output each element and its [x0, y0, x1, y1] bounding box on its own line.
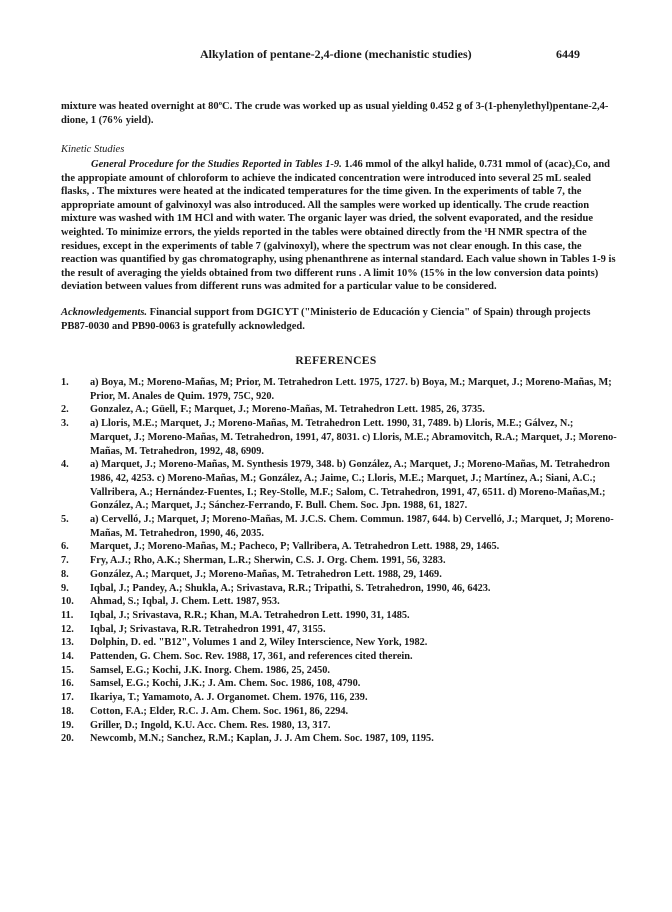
reference-item	[61, 568, 617, 582]
reference-text: Samsel, E.G.; Kochi, J.K.; J. Am. Chem. Soc. 1986, 108, 4790.	[90, 678, 361, 690]
reference-text: Pattenden, G. Chem. Soc. Rev. 1988, 17, 361, and references cited therein.	[90, 651, 413, 663]
reference-number: 4.	[61, 459, 69, 471]
reference-text: a) Cervelló, J.; Marquet, J; Moreno-Mañas, M. J.C.S. Chem. Commun. 1987, 644. b) Cervelló, J.; Marquet, J; Moreno-Mañas, M. Tetrahedron, 1990, 46, 2035.	[90, 514, 614, 539]
reference-text: Gonzalez, A.; Güell, F.; Marquet, J.; Moreno-Mañas, M. Tetrahedron Lett. 1985, 26, 3735.	[90, 404, 485, 416]
acknowledgements-label: Acknowledgements.	[61, 307, 148, 318]
intro-paragraph-block	[61, 100, 617, 127]
reference-text: a) Marquet, J.; Moreno-Mañas, M. Synthesis 1979, 348. b) González, A.; Marquet, J.; Moreno-Mañas, M. Tetrahedron 1986, 42, 4253. c) Moreno-Mañas, M.; González, A.; Jaime, C.; Lloris, M.E.; Marquet, J.; Martínez, A.; Siani, A.C.; Vallribera, A.; Hernández-Fuentes, I.; Rey-Stolle, M.F.; Salom, C. Tetrahedron, 1991, 47, 6511. d) Moreno-Mañas,M.; González, A.; Marquet, J.; Sánchez-Ferrando, F. Bull. Chem. Soc. Jpn. 1988, 61, 1827.	[90, 459, 610, 512]
kinetic-text: 1.46 mmol of the alkyl halide, 0.731 mmol of (acac)₂Co, and the appropiate amount of chloroform to achieve the indicated concentration were introduced into several 25 mL sealed flasks, . The mixtures were heated at the indicated temperatures for the time given. In the experiments of table 7, the appropriate amount of galvinoxyl was also introduced. All the samples were worked up identically. The crude reaction mixture was washed with 1M HCl and with water. The organic layer was dried, the solvent evaporated, and the residue weighted. To minimize errors, the yields reported in the tables were obtained directly from the ¹H NMR spectra of the residues, except in the experiments of table 7 (galvinoxyl), where the spectrum was not clear enough. In this case, the reaction was quantified by gas chromatography, using phenanthrene as internal standard. Each value shown in Tables 1-9 is the result of averaging the yields obtained from two different runs . A limit 10% (15% in the low conversion data points) deviation between values from different runs was admited for a particular value to be considered.	[61, 159, 616, 293]
reference-number: 2.	[61, 404, 69, 416]
reference-item	[61, 554, 617, 568]
reference-item	[61, 705, 617, 719]
reference-item	[61, 719, 617, 733]
reference-number: 20.	[61, 733, 74, 745]
reference-item	[61, 650, 617, 664]
reference-item	[61, 376, 617, 403]
acknowledgements-text: Financial support from DGICYT ("Ministerio de Educación y Ciencia" of Spain) through projects PB87-0030 and PB90-0063 is gratefully acknowledged.	[61, 307, 591, 332]
reference-text: Ahmad, S.; Iqbal, J. Chem. Lett. 1987, 953.	[90, 596, 280, 608]
reference-text: Marquet, J.; Moreno-Mañas, M.; Pacheco, P; Vallribera, A. Tetrahedron Lett. 1988, 29, 1465.	[90, 541, 500, 553]
reference-item	[61, 403, 617, 417]
reference-number: 5.	[61, 514, 69, 526]
page-header	[0, 47, 672, 63]
acknowledgements-paragraph	[61, 306, 617, 333]
reference-text: Iqbal, J; Srivastava, R.R. Tetrahedron 1991, 47, 3155.	[90, 623, 326, 635]
running-title: Alkylation of pentane-2,4-dione (mechanistic studies)	[200, 47, 472, 61]
kinetic-lead: General Procedure for the Studies Reported in Tables 1-9.	[91, 159, 342, 170]
reference-text: Ikariya, T.; Yamamoto, A. J. Organomet. Chem. 1976, 116, 239.	[90, 692, 368, 704]
reference-text: a) Boya, M.; Moreno-Mañas, M; Prior, M. Tetrahedron Lett. 1975, 1727. b) Boya, M.; Marquet, J.; Moreno-Mañas, M; Prior, M. Anales de Quim. 1979, 75C, 920.	[90, 377, 612, 402]
reference-number: 10.	[61, 596, 74, 608]
reference-item	[61, 609, 617, 623]
reference-text: Samsel, E.G.; Kochi, J.K. Inorg. Chem. 1986, 25, 2450.	[90, 664, 330, 676]
reference-item	[61, 458, 617, 513]
reference-number: 14.	[61, 651, 74, 663]
reference-text: Griller, D.; Ingold, K.U. Acc. Chem. Res. 1980, 13, 317.	[90, 719, 331, 731]
kinetic-studies-block	[61, 158, 617, 294]
reference-text: Dolphin, D. ed. "B12", Volumes 1 and 2, Wiley Interscience, New York, 1982.	[90, 637, 428, 649]
reference-item	[61, 623, 617, 637]
reference-item	[61, 595, 617, 609]
reference-item	[61, 513, 617, 540]
reference-number: 12.	[61, 623, 74, 635]
reference-text: González, A.; Marquet, J.; Moreno-Mañas, M. Tetrahedron Lett. 1988, 29, 1469.	[90, 568, 442, 580]
reference-number: 1.	[61, 377, 69, 388]
reference-item	[61, 677, 617, 691]
reference-item	[61, 636, 617, 650]
reference-item	[61, 582, 617, 596]
reference-text: Iqbal, J.; Pandey, A.; Shukla, A.; Srivastava, R.R.; Tripathi, S. Tetrahedron, 1990, 46, 6423.	[90, 582, 491, 594]
reference-number: 11.	[61, 609, 74, 621]
reference-number: 7.	[61, 555, 69, 567]
kinetic-studies-heading: Kinetic Studies	[61, 144, 125, 155]
reference-number: 16.	[61, 678, 74, 690]
reference-text: Newcomb, M.N.; Sanchez, R.M.; Kaplan, J. J. Am Chem. Soc. 1987, 109, 1195.	[90, 733, 434, 745]
intro-paragraph: mixture was heated overnight at 80ºC. The crude was worked up as usual yielding 0.452 g of 3-(1-phenylethyl)pentane-2,4-dione, 1 (76% yield).	[61, 101, 609, 126]
acknowledgements-block	[61, 306, 617, 333]
reference-text: Fry, A.J.; Rho, A.K.; Sherman, L.R.; Sherwin, C.S. J. Org. Chem. 1991, 56, 3283.	[90, 555, 446, 567]
reference-item	[61, 664, 617, 678]
reference-number: 8.	[61, 568, 69, 580]
reference-text: a) Lloris, M.E.; Marquet, J.; Moreno-Mañas, M. Tetrahedron Lett. 1990, 31, 7489. b) Lloris, M.E.; Gálvez, N.; Marquet, J.; Moreno-Mañas, M. Tetrahedron, 1991, 47, 8031. c) Lloris, M.E.; Abramovitch, R.A.; Marquet, J.; Moreno-Mañas, M. Tetrahedron, 1992, 48, 6909.	[90, 418, 617, 457]
reference-item	[61, 691, 617, 705]
references-list	[61, 376, 617, 746]
references-heading: REFERENCES	[295, 355, 377, 367]
reference-number: 17.	[61, 692, 74, 704]
reference-number: 18.	[61, 705, 74, 717]
reference-number: 15.	[61, 664, 74, 676]
kinetic-paragraph	[61, 158, 617, 294]
reference-text: Cotton, F.A.; Elder, R.C. J. Am. Chem. Soc. 1961, 86, 2294.	[90, 705, 349, 717]
reference-number: 9.	[61, 582, 69, 594]
reference-text: Iqbal, J.; Srivastava, R.R.; Khan, M.A. Tetrahedron Lett. 1990, 31, 1485.	[90, 609, 410, 621]
reference-item	[61, 540, 617, 554]
reference-item	[61, 417, 617, 458]
reference-number: 19.	[61, 719, 74, 731]
page-number: 6449	[556, 47, 580, 61]
reference-item	[61, 732, 617, 746]
reference-number: 13.	[61, 637, 74, 649]
reference-number: 6.	[61, 541, 69, 553]
reference-number: 3.	[61, 418, 69, 430]
